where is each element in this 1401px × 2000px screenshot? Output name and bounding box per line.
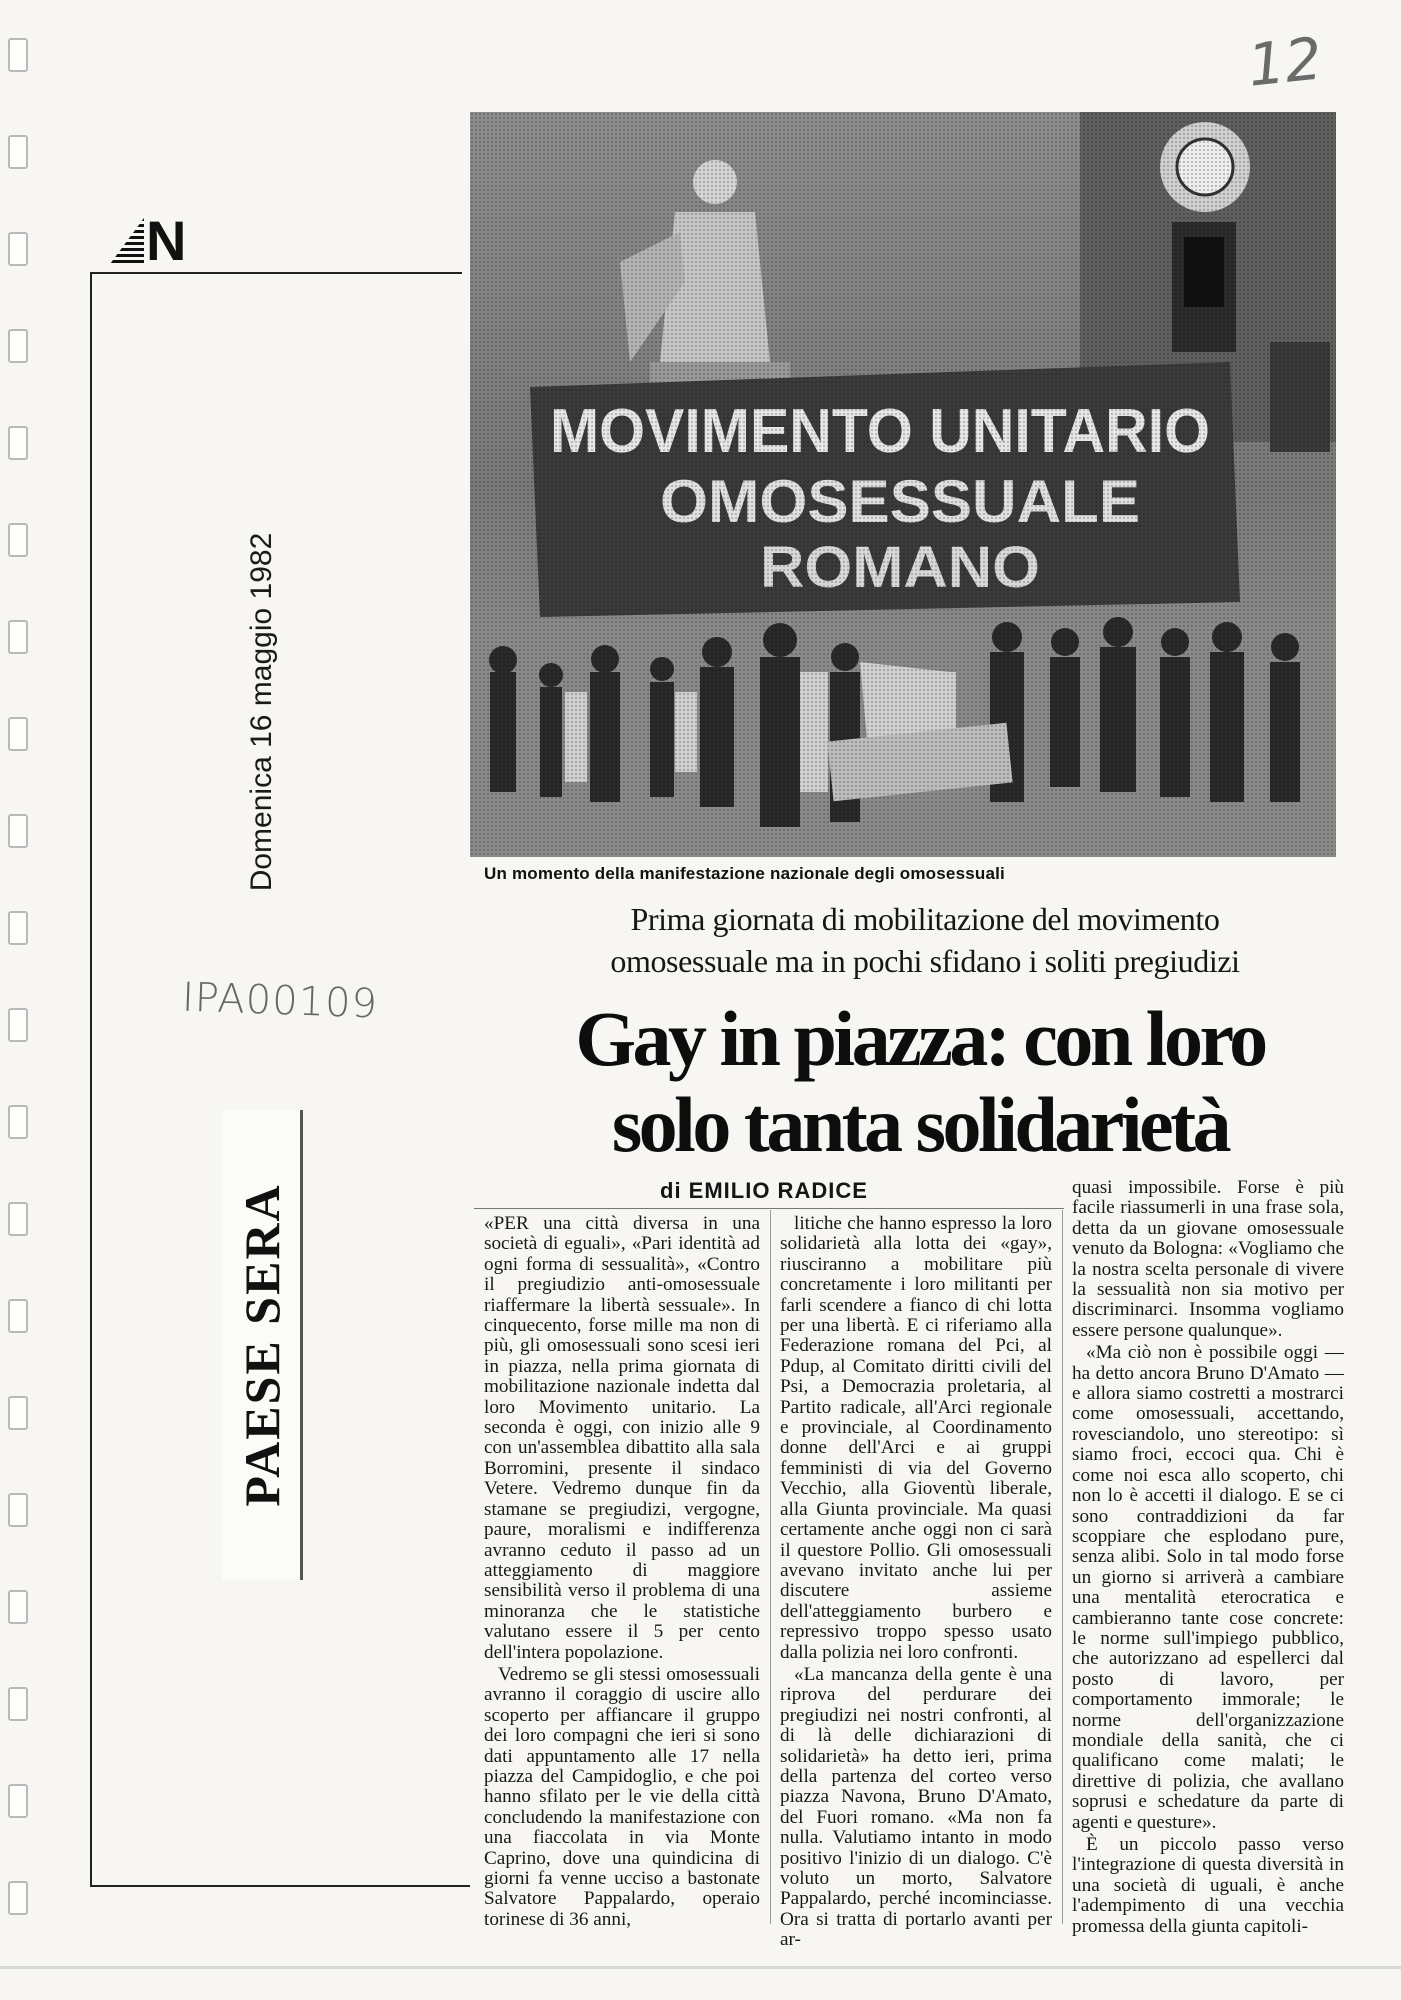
frame-line: [90, 272, 92, 1887]
binder-hole: [8, 1881, 28, 1915]
paragraph: quasi impossibile. Forse è più facile riassumerli in una frase sola, detta da un giovane omosessuale venuto da Bologna: «Vogliamo che la nostra scelta personale di vivere la sessualità non sia motivo per discriminarci. Insomma vogliamo essere persone qualunque».: [1072, 1177, 1344, 1341]
handwritten-page-number: 12: [1244, 24, 1326, 100]
headline-line: solo tanta solidarietà: [611, 1081, 1229, 1168]
binder-hole: [8, 1299, 28, 1333]
scan-edge: [0, 1966, 1401, 1969]
binder-hole: [8, 232, 28, 266]
binder-hole: [8, 1202, 28, 1236]
paragraph: È un piccolo passo verso l'integrazione di questa diversità in una società di uguali, è anche l'adempimento di una vecchia promessa della giunta capitoli-: [1072, 1834, 1344, 1937]
article-headline: [490, 996, 1350, 1168]
demonstration-photo: [470, 112, 1336, 857]
binder-hole: [8, 1105, 28, 1139]
binder-hole: [8, 1008, 28, 1042]
deck-line: Prima giornata di mobilitazione del movimento: [630, 901, 1220, 937]
paragraph: Vedremo se gli stessi omosessuali avranno il coraggio di uscire allo scoperto per affiancare il gruppo dei loro compagni che ieri si sono dati appuntamento alle 17 nella piazza del Campidoglio, e che poi hanno sfilato per le vie della città concludendo la manifestazione con una fiaccolata in via Monte Caprino, dove una quindicina di giorni fa venne ucciso a bastonate Salvatore Pappalardo, operaio torinese di 36 anni,: [484, 1663, 760, 1930]
binder-hole: [8, 426, 28, 460]
column-divider: [770, 1210, 771, 1924]
binder-hole: [8, 1590, 28, 1624]
photo-caption: Un momento della manifestazione nazionale degli omosessuali: [484, 864, 1005, 883]
binder-hole: [8, 329, 28, 363]
deck-line: omosessuale ma in pochi sfidano i soliti pregiudizi: [610, 943, 1240, 979]
article-deck: [540, 898, 1310, 982]
paragraph: «PER una città diversa in una società di eguali», «Pari identità ad ogni forma di sessualità», «Contro il pregiudizio anti-omosessuale riaffermare la libertà sessuale». In cinquecento, forse mille ma non di più, gli omosessuali sono scesi ieri in piazza, nella prima giornata di mobilitazione nazionale indetta dal loro Movimento unitario. La seconda è oggi, con inizio alle 9 con un'assemblea dibattito alla sala Borromini, presente il sindaco Vetere. Vedremo dunque fin da stamane se pregiudizi, vergogne, paure, moralismi e indifferenza avranno ceduto il passo ad un atteggiamento di maggiore sensibilità verso il problema di una minoranza che le statistiche valutano essere il 5 per cento dell'intera popolazione.: [484, 1213, 760, 1663]
article-column-3: [1072, 1178, 1344, 1937]
binder-hole: [8, 523, 28, 557]
byline: di EMILIO RADICE: [660, 1178, 868, 1203]
frame-line: [90, 272, 462, 274]
binder-hole: [8, 1687, 28, 1721]
binder-hole: [8, 717, 28, 751]
article-column-1: [484, 1214, 760, 1930]
divider: [474, 1208, 1064, 1209]
newspaper-masthead: PAESE SERA: [234, 1183, 290, 1507]
archive-code: IPA00109: [181, 974, 379, 1028]
binder-hole: [8, 620, 28, 654]
headline-line: Gay in piazza: con loro: [575, 995, 1265, 1082]
binder-hole: [8, 911, 28, 945]
binder-hole: [8, 38, 28, 72]
binder-hole: [8, 1784, 28, 1818]
logo: [110, 208, 184, 273]
binder-hole: [8, 1396, 28, 1430]
publication-date: Domenica 16 maggio 1982: [245, 532, 278, 892]
paragraph: «La mancanza della gente è una riprova del perdurare dei pregiudizi nei nostri confronti, al di là delle dichiarazioni di solidarietà» ha detto ieri, prima della partenza del corteo verso piazza Navona, Bruno D'Amato, del Fuori romano. «Ma non fa nulla. Valutiamo intanto in modo positivo l'inizio di un dialogo. C'è voluto un morto, Salvatore Pappalardo, perché incominciasse. Ora si tratta di portarlo avanti per ar-: [780, 1663, 1052, 1951]
paragraph: «Ma ciò non è possibile oggi — ha detto ancora Bruno D'Amato — e allora siamo costretti a mostrarci come omosessuali, accettando, rovesciandolo, uno stereotipo: sì siamo froci, eccoci qua. Chi è come noi esca allo scoperto, chi non lo è accetti il dialogo. E se ci sono contraddizioni da far scoppiare che esplodano pure, senza alibi. Solo in tal modo forse un giorno si arriverà a cambiare una mentalità eterocratica e cambieranno tante cose concrete: le norme sull'impiego pubblico, che autorizzano ad espellerci dal posto di lavoro, per comportamento immorale; le norme dell'organizzazione mondiale della sanità, che ci qualificano come malati; le direttive di polizia, che avallano soprusi e schedature da parte di agenti e questure».: [1072, 1342, 1344, 1833]
photo-image: [470, 112, 1336, 857]
column-divider: [1062, 1210, 1063, 1924]
frame-line: [90, 1885, 470, 1887]
logo-letter: N: [146, 209, 185, 272]
article-column-2: [780, 1214, 1052, 1951]
logo-stripes-icon: [110, 218, 144, 264]
binder-hole: [8, 814, 28, 848]
binder-hole: [8, 135, 28, 169]
paragraph: litiche che hanno espresso la loro solidarietà alla lotta dei «gay», riusciranno a mobilitare più concretamente i loro militanti per farli scendere a fianco di chi lotta per una libertà. E ci riferiamo alla Federazione romana del Pci, al Pdup, al Comitato diritti civili del Psi, a Democrazia proletaria, al Partito radicale, all'Arci regionale e provinciale, al Coordinamento donne dell'Arci e ai gruppi femministi di via del Governo Vecchio, alla Gioventù liberale, alla Giunta provinciale. Ma quasi certamente anche oggi non ci sarà il questore Pollio. Gli omosessuali avevano invitato anche lui per discutere assieme dell'atteggiamento burbero e repressivo troppo spesso usato dalla polizia nei loro confronti.: [780, 1213, 1052, 1663]
binder-hole: [8, 1493, 28, 1527]
